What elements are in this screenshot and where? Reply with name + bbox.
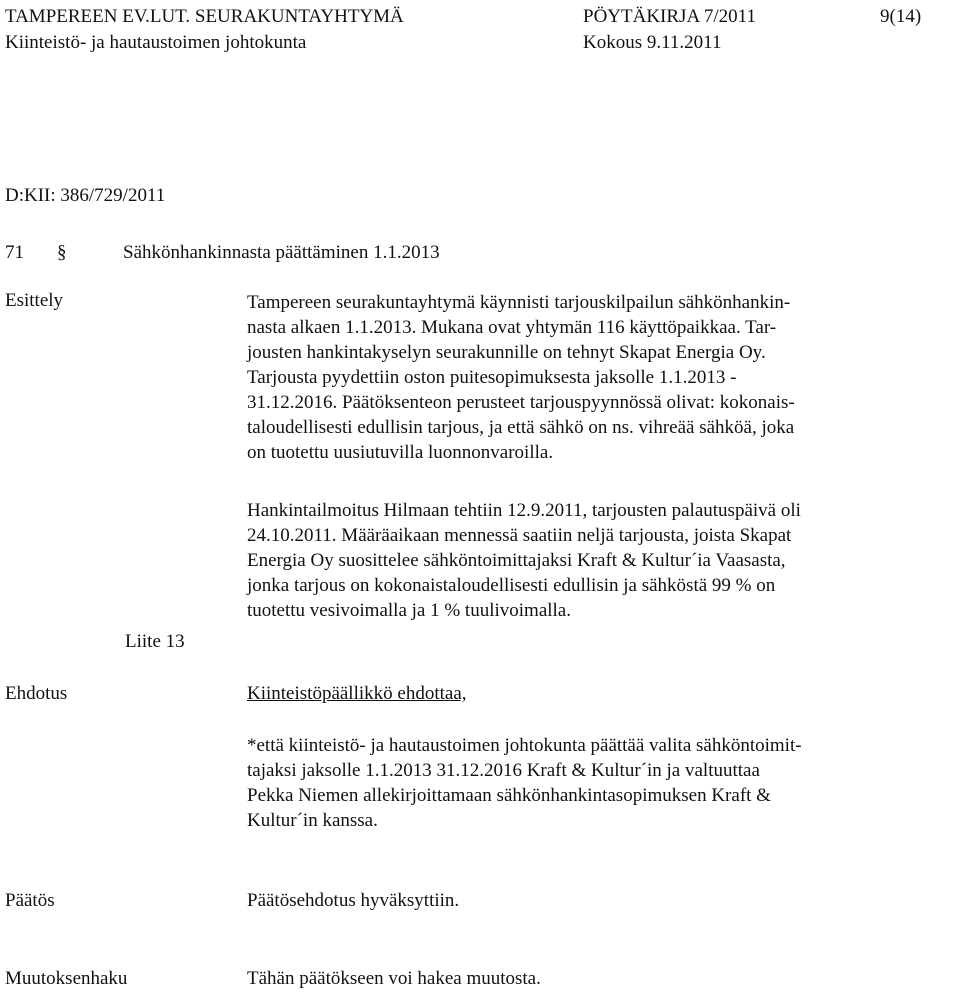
- presentation-paragraph-1: [247, 290, 795, 465]
- text-line: jousten hankintakyselyn seurakunnille on tehnyt Skapat Energia Oy.: [247, 342, 766, 363]
- text-line: 31.12.2016. Päätöksenteon perusteet tarjouspyynnössä olivat: kokonais-: [247, 392, 795, 413]
- document-type: PÖYTÄKIRJA 7/2011: [583, 6, 756, 27]
- text-line: on tuotettu uusiutuvilla luonnonvaroilla.: [247, 442, 554, 463]
- section-number: 71: [5, 242, 24, 263]
- proposal-text: [247, 733, 802, 833]
- text-line: Energia Oy suosittelee sähköntoimittajaksi Kraft & Kultur´ia Vaasasta,: [247, 550, 786, 571]
- text-line: tuotettu vesivoimalla ja 1 % tuulivoimalla.: [247, 600, 571, 621]
- diary-number: D:KII: 386/729/2011: [5, 185, 166, 206]
- text-line: taloudellisesti edullisin tarjous, ja että sähkö on ns. vihreää sähköä, joka: [247, 417, 795, 438]
- text-line: Pekka Niemen allekirjoittamaan sähkönhankintasopimuksen Kraft &: [247, 785, 771, 806]
- presentation-paragraph-2: [247, 498, 801, 623]
- section-symbol: §: [57, 242, 67, 263]
- presentation-label: Esittely: [5, 290, 64, 311]
- text-line: Tampereen seurakuntayhtymä käynnisti tarjouskilpailun sähkönhankin-: [247, 292, 791, 313]
- attachment-reference: Liite 13: [125, 631, 185, 652]
- organization-name: TAMPEREEN EV.LUT. SEURAKUNTAYHTYMÄ: [5, 6, 404, 27]
- text-line: Hankintailmoitus Hilmaan tehtiin 12.9.2011, tarjousten palautuspäivä oli: [247, 500, 801, 521]
- meeting-info: Kokous 9.11.2011: [583, 32, 722, 53]
- page-number: 9(14): [880, 6, 922, 27]
- text-line: nasta alkaen 1.1.2013. Mukana ovat yhtymän 116 käyttöpaikkaa. Tar-: [247, 317, 777, 338]
- text-line: 24.10.2011. Määräaikaan mennessä saatiin neljä tarjousta, joista Skapat: [247, 525, 792, 546]
- appeal-label: Muutoksenhaku: [5, 968, 128, 989]
- decision-label: Päätös: [5, 890, 55, 911]
- text-line: Tarjousta pyydettiin oston puitesopimuksesta jaksolle 1.1.2013 -: [247, 367, 737, 388]
- text-line: tajaksi jaksolle 1.1.2013 31.12.2016 Kraft & Kultur´in ja valtuuttaa: [247, 760, 760, 781]
- appeal-text: Tähän päätökseen voi hakea muutosta.: [247, 968, 541, 989]
- proposal-label: Ehdotus: [5, 683, 68, 704]
- committee-name: Kiinteistö- ja hautaustoimen johtokunta: [5, 32, 307, 53]
- decision-text: Päätösehdotus hyväksyttiin.: [247, 890, 460, 911]
- proposal-heading: Kiinteistöpäällikkö ehdottaa,: [247, 683, 467, 704]
- text-line: jonka tarjous on kokonaistaloudellisesti edullisin ja sähköstä 99 % on: [247, 575, 776, 596]
- text-line: Kultur´in kanssa.: [247, 810, 378, 831]
- text-line: *että kiinteistö- ja hautaustoimen johtokunta päättää valita sähköntoimit-: [247, 735, 802, 756]
- section-title: Sähkönhankinnasta päättäminen 1.1.2013: [123, 242, 440, 263]
